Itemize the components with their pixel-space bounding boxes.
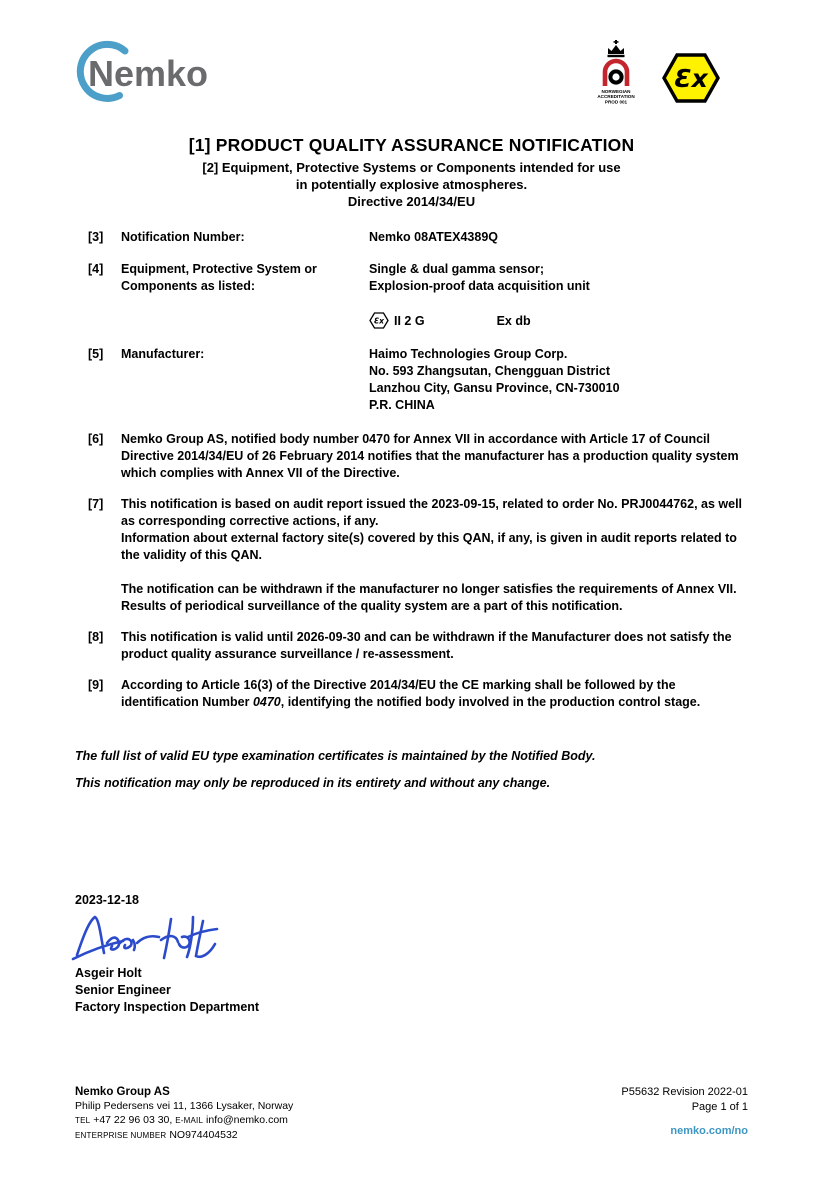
accreditation-ring bbox=[610, 71, 621, 82]
equipment-label-line-2: Components as listed: bbox=[121, 279, 256, 293]
page-title: [1] PRODUCT QUALITY ASSURANCE NOTIFICATION bbox=[188, 135, 635, 155]
section-number: [9] bbox=[88, 678, 104, 692]
header-right-logos bbox=[596, 40, 720, 104]
paragraph-7 bbox=[75, 496, 748, 615]
email-address: info@nemko.com bbox=[206, 1114, 288, 1126]
marking-category: II 2 G bbox=[394, 313, 425, 328]
field-row-equipment bbox=[75, 261, 748, 295]
subtitle-line-3: Directive 2014/34/EU bbox=[347, 194, 476, 209]
email-label: E-MAIL bbox=[175, 1116, 204, 1125]
ex-marking-icon bbox=[369, 312, 389, 329]
statement-certificates: The full list of valid EU type examination certificates is maintained by the Notified Body. bbox=[75, 749, 596, 763]
paragraph-text: This notification is valid until 2026-09-30 and can be withdrawn if the Manufacturer does not satisfy the product quality assurance surveillance / re-assessment. bbox=[121, 630, 732, 661]
section-number: [7] bbox=[88, 497, 104, 511]
ex-glyph: Ɛx bbox=[674, 64, 708, 93]
footer-company-block bbox=[75, 1085, 293, 1143]
handwritten-signature bbox=[71, 909, 236, 964]
page-number: Page 1 of 1 bbox=[691, 1101, 748, 1113]
document-reference: P55632 Revision 2022-01 bbox=[621, 1086, 748, 1098]
paragraph-text bbox=[121, 496, 751, 615]
marking-protection: Ex db bbox=[496, 313, 531, 328]
accreditation-text-1: NORWEGIAN bbox=[601, 89, 631, 94]
paragraph-7-part-2: Information about external factory site(s) covered by this QAN, if any, is given in audit reports related to the validity of this QAN. bbox=[121, 531, 737, 562]
manufacturer-line-4: P.R. CHINA bbox=[369, 398, 435, 412]
field-row-notification-number bbox=[75, 229, 748, 246]
field-label: Notification Number: bbox=[121, 230, 245, 244]
website-link[interactable]: nemko.com/no bbox=[670, 1125, 748, 1137]
footer bbox=[75, 1085, 748, 1143]
signature-block bbox=[75, 893, 259, 1016]
atex-marking-row bbox=[369, 312, 748, 329]
footer-meta-block bbox=[621, 1085, 748, 1143]
footer-address: Philip Pedersens vei 11, 1366 Lysaker, Norway bbox=[75, 1100, 294, 1112]
paragraph-8 bbox=[75, 629, 748, 663]
page-subtitle bbox=[75, 159, 748, 210]
section-number: [5] bbox=[88, 347, 104, 361]
footer-company-name: Nemko Group AS bbox=[75, 1086, 170, 1098]
section-number: [6] bbox=[88, 432, 104, 446]
tel-number: +47 22 96 03 30, bbox=[93, 1114, 173, 1126]
equipment-value-line-1: Single & dual gamma sensor; bbox=[369, 262, 545, 276]
notified-body-number: 0470 bbox=[252, 695, 281, 709]
accreditation-text-2: ACCREDITATION bbox=[597, 94, 635, 99]
signatory-role: Senior Engineer bbox=[75, 983, 171, 997]
norwegian-accreditation-icon bbox=[596, 40, 636, 104]
field-value bbox=[369, 261, 748, 295]
manufacturer-line-3: Lanzhou City, Gansu Province, CN-730010 bbox=[369, 381, 620, 395]
nemko-logo bbox=[75, 40, 223, 106]
paragraph-section bbox=[75, 431, 748, 711]
accreditation-text-3: PROD 001 bbox=[604, 99, 628, 104]
signature-date: 2023-12-18 bbox=[75, 893, 139, 907]
field-value: Nemko 08ATEX4389Q bbox=[369, 230, 498, 244]
signatory-name: Asgeir Holt bbox=[75, 966, 142, 980]
statement-reproduction: This notification may only be reproduced in its entirety and without any change. bbox=[75, 776, 551, 790]
subtitle-line-1: [2] Equipment, Protective Systems or Components intended for use bbox=[202, 160, 621, 175]
header bbox=[75, 40, 748, 106]
footer-enterprise bbox=[75, 1128, 293, 1143]
field-row-manufacturer bbox=[75, 346, 748, 414]
footer-contact bbox=[75, 1113, 293, 1128]
equipment-value-line-2: Explosion-proof data acquisition unit bbox=[369, 279, 590, 293]
subtitle-line-2: in potentially explosive atmospheres. bbox=[295, 177, 528, 192]
enterprise-number: NO974404532 bbox=[169, 1129, 238, 1141]
nemko-logo-text: Nemko bbox=[88, 53, 209, 94]
section-number: [3] bbox=[88, 230, 104, 244]
signatory-details bbox=[75, 965, 259, 1016]
ex-marking-glyph: Ɛx bbox=[373, 316, 385, 326]
paragraph-text: Nemko Group AS, notified body number 0470 for Annex VII in accordance with Article 17 of Council Directive 2014/34/EU of 26 February 2014 notifies that the manufacturer has a production quality system which complies with Annex VII of the Directive. bbox=[121, 432, 739, 480]
field-value bbox=[369, 346, 748, 414]
section-number: [4] bbox=[88, 262, 104, 276]
paragraph-9-before: According to Article 16(3) of the Directive 2014/34/EU the CE marking shall be followed by the identification Number bbox=[121, 678, 676, 709]
signatory-department: Factory Inspection Department bbox=[75, 1000, 260, 1014]
paragraph-6 bbox=[75, 431, 748, 482]
paragraph-text bbox=[121, 677, 751, 711]
legal-statements bbox=[75, 748, 748, 792]
field-section bbox=[75, 229, 748, 414]
manufacturer-line-2: No. 593 Zhangsutan, Chengguan District bbox=[369, 364, 610, 378]
paragraph-gap bbox=[121, 564, 751, 581]
paragraph-7-part-3: The notification can be withdrawn if the manufacturer no longer satisfies the requirements of Annex VII. bbox=[121, 582, 737, 596]
crown-icon bbox=[608, 40, 625, 57]
manufacturer-line-1: Haimo Technologies Group Corp. bbox=[369, 347, 568, 361]
section-number: [8] bbox=[88, 630, 104, 644]
equipment-label-line-1: Equipment, Protective System or bbox=[121, 262, 317, 276]
tel-label: TEL bbox=[75, 1116, 91, 1125]
paragraph-7-part-4: Results of periodical surveillance of the quality system are a part of this notification. bbox=[121, 599, 623, 613]
paragraph-9 bbox=[75, 677, 748, 711]
atex-ex-icon bbox=[662, 53, 720, 103]
enterprise-label: ENTERPRISE NUMBER bbox=[75, 1131, 167, 1140]
paragraph-9-after: , identifying the notified body involved in the production control stage. bbox=[280, 695, 701, 709]
field-label bbox=[121, 261, 369, 295]
paragraph-7-part-1: This notification is based on audit report issued the 2023-09-15, related to order No. PRJ0044762, as well as corresponding corrective actions, if any. bbox=[121, 497, 743, 528]
field-label: Manufacturer: bbox=[121, 347, 205, 361]
